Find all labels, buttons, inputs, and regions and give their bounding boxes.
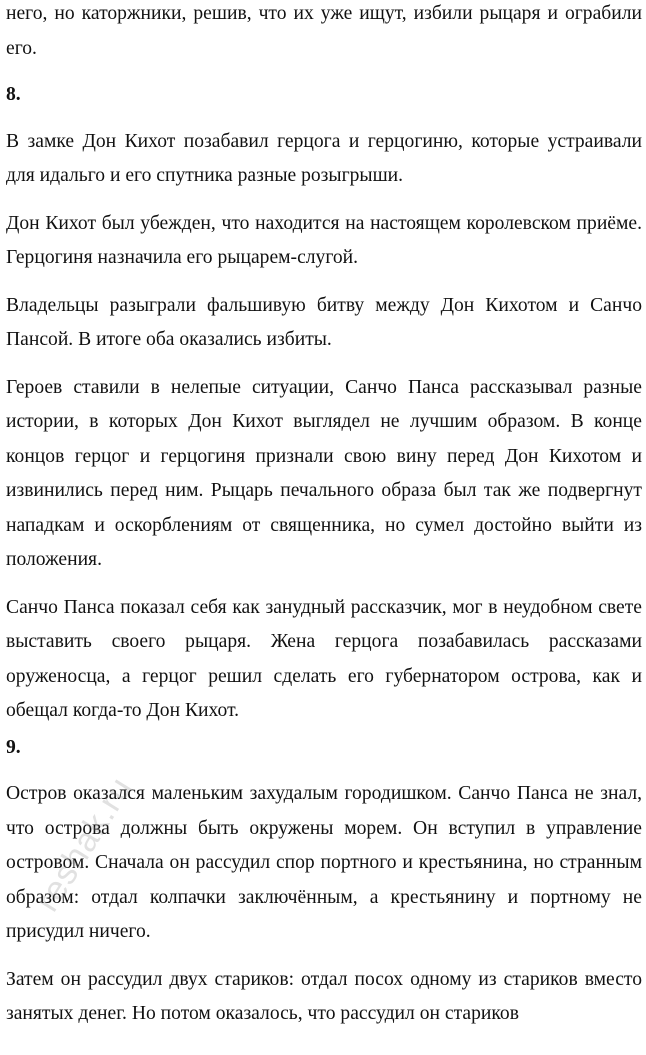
paragraph-fake-battle: Владельцы разыграли фальшивую битву между Дон Кихотом и Санчо Пансой. В итоге оба оказались избиты. [6,294,642,350]
paragraph-storyteller: Санчо Панса показал себя как занудный рассказчик, мог в неудобном свете выставить своего рыцаря. Жена герцога позабавилась рассказами оруженосца, а герцог решил сделать его губернатором острова, как и обещал когда-то Дон Кихот. [6,596,642,721]
watermark: reshak.ru [28,770,141,919]
section-heading-9: 9. [6,736,21,758]
paragraph-situations: Героев ставили в нелепые ситуации, Санчо Панса рассказывал разные истории, в которых Дон Кихот выглядел не лучшим образом. В конце концов герцог и герцогиня признали свою вину перед Дон Кихотом и извинились перед ним. Рыцарь печального образа был так же подвергнут нападкам и оскорблениям от священника, но сумел достойно выйти из положения. [6,376,642,570]
paragraph-castle: В замке Дон Кихот позабавил герцога и герцогиню, которые устраивали для идальго и его спутника разные розыгрыши. [6,130,642,186]
paragraph-island: Остров оказался маленьким захудалым городишком. Санчо Панса не знал, что острова должны быть окружены морем. Он вступил в управление островом. Сначала он рассудил спор портного и крестьянина, но странным образом: отдал колпачки заключённым, а крестьянину и портному не присудил ничего. [6,783,642,942]
paragraph-continuation: него, но каторжники, решив, что их уже ищут, избили рыцаря и ограбили его. [6,3,642,59]
paragraph-old-men: Затем он рассудил двух стариков: отдал посох одному из стариков вместо занятых денег. Но потом оказалось, что рассудил он стариков [6,968,642,1024]
section-heading-8: 8. [6,84,21,105]
paragraph-reception: Дон Кихот был убежден, что находится на настоящем королевском приёме. Герцогиня назначила его рыцарем-слугой. [6,212,642,268]
